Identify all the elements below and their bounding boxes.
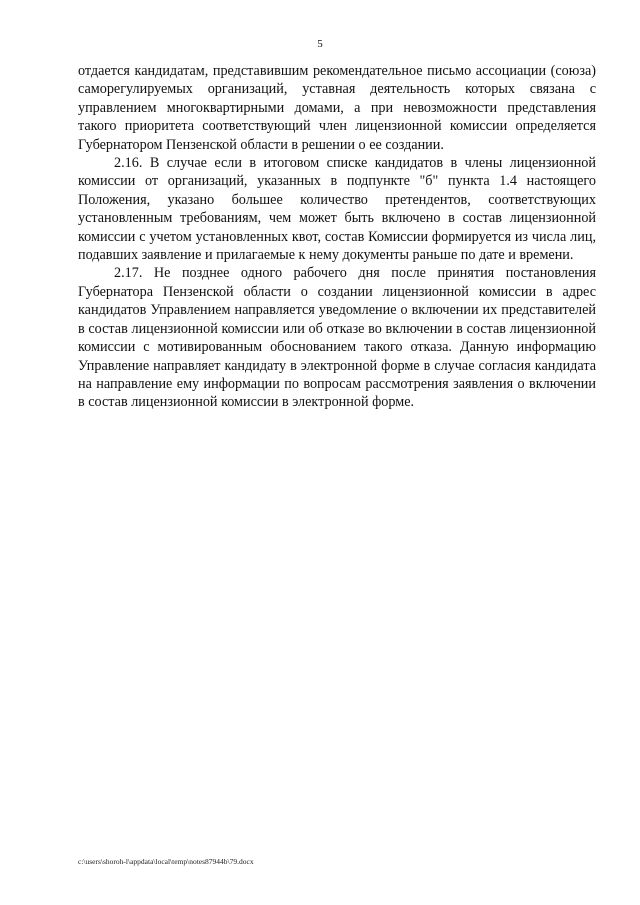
paragraph-2-16: 2.16. В случае если в итоговом списке кандидатов в члены лицензионной комиссии от организаций, указанных в подпункте "б" пункта 1.4 настоящего Положения, указано большее количество претендентов, соответствующих установленным требованиям, чем может быть включено в состав лицензионной комиссии с учетом установленных квот, состав Комиссии формируется из числа лиц, подавших заявление и прилагаемые к нему документы раньше по дате и времени. [78,155,596,264]
paragraph-2-17: 2.17. Не позднее одного рабочего дня после принятия постановления Губернатора Пензенской области о создании лицензионной комиссии в адрес кандидатов Управлением направляется уведомление о включении их представителей в состав лицензионной комиссии или об отказе во включении в состав лицензионной комиссии с мотивированным обоснованием такого отказа. Данную информацию Управление направляет кандидату в электронной форме в случае согласия кандидата на направление ему информации по вопросам рассмотрения заявления о включении в состав лицензионной комиссии в электронной форме. [78,265,596,411]
paragraph-continuation: отдается кандидатам, представившим рекомендательное письмо ассоциации (союза) саморегулируемых организаций, уставная деятельность которых связана с управлением многоквартирными домами, а при невозможности представления такого приоритета соответствующий член лицензионной комиссии определяется Губернатором Пензенской области в решении о ее создании. [78,63,596,153]
page-number: 5 [317,38,323,50]
footer-file-path: c:\users\shoroh-l\appdata\local\temp\notes87944b\79.docx [78,857,254,866]
document-body [78,62,596,412]
